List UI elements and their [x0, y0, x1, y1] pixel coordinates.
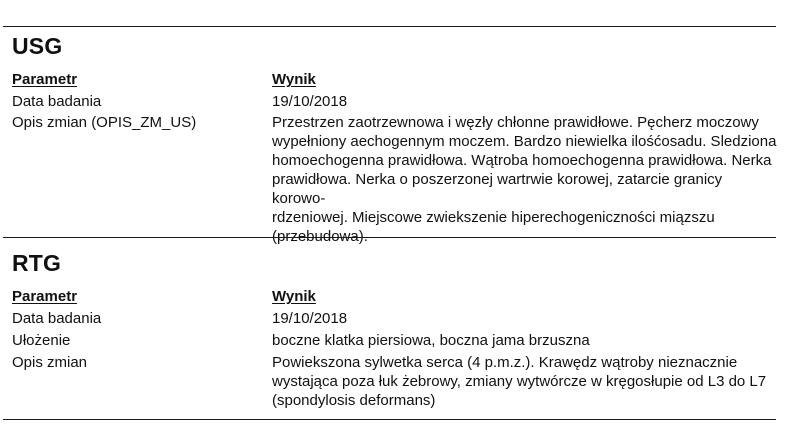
usg-description-line: Przestrzen zaotrzewnowa i węzły chłonne prawidłowe. Pęcherz moczowy: [272, 114, 759, 131]
usg-description-line: (przebudowa).: [272, 228, 368, 245]
bottom-divider: [3, 419, 776, 420]
rtg-description-line: Powiekszona sylwetka serca (4 p.m.z.). Krawędz wątroby nieznacznie: [272, 354, 738, 371]
usg-result-header: Wynik: [272, 71, 316, 88]
rtg-date-label: Data badania: [12, 310, 102, 327]
usg-date-value: 19/10/2018: [272, 93, 348, 110]
usg-description-label: Opis zmian (OPIS_ZM_US): [12, 114, 197, 131]
rtg-description-line: (spondylosis deformans): [272, 392, 436, 409]
rtg-description-value: [272, 353, 777, 410]
section-title-usg: USG: [12, 33, 63, 59]
usg-description-line: wypełniony aechogennym moczem. Bardzo niewielka ilośćosadu. Sledziona: [272, 133, 777, 150]
section-divider: [3, 237, 776, 238]
usg-description-value: [272, 113, 777, 246]
usg-date-label: Data badania: [12, 93, 102, 110]
usg-description-line: prawidłowa. Nerka o poszerzonej wartrwie korowej, zatarcie granicy korowo-: [272, 171, 723, 207]
rtg-result-header: Wynik: [272, 288, 316, 305]
rtg-position-label: Ułożenie: [12, 332, 71, 349]
usg-description-line: rdzeniowej. Miejscowe zwiekszenie hiperechogeniczności miązszu: [272, 209, 715, 226]
rtg-description-line: wystająca poza łuk żebrowy, zmiany wytwórcze w kręgosłupie od L3 do L7: [272, 373, 767, 390]
rtg-param-header: Parametr: [12, 288, 78, 305]
usg-param-header: Parametr: [12, 71, 78, 88]
section-title-rtg: RTG: [12, 250, 62, 276]
rtg-position-value: boczne klatka piersiowa, boczna jama brzuszna: [272, 332, 590, 349]
top-divider: [3, 26, 776, 27]
rtg-date-value: 19/10/2018: [272, 310, 348, 327]
usg-description-line: homoechogenna prawidłowa. Wątroba homoechogenna prawidłowa. Nerka: [272, 152, 772, 169]
rtg-description-label: Opis zmian: [12, 354, 88, 371]
